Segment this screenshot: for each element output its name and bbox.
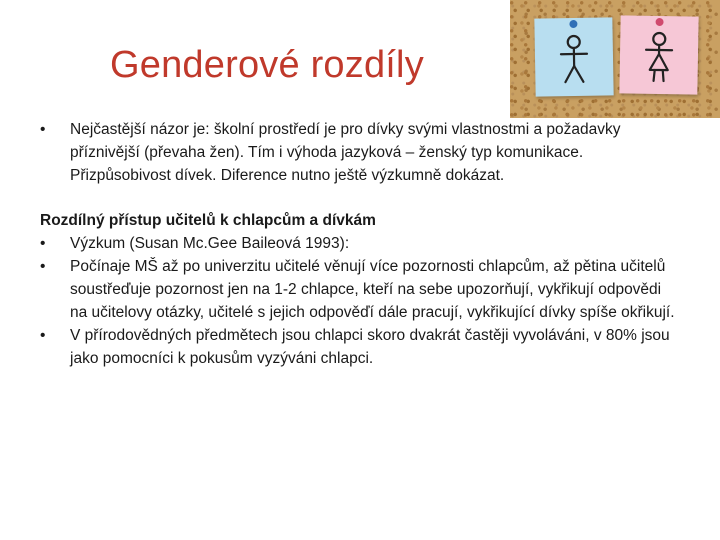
- list-item: • V přírodovědných předmětech jsou chlapci skoro dvakrát častěji vyvoláváni, v 80% jsou jako pomocníci k pokusům vyzýváni chlapci.: [40, 324, 680, 370]
- red-pin-icon: [656, 18, 664, 26]
- slide-title: Genderové rozdíly: [110, 44, 424, 86]
- section-heading: Rozdílný přístup učitelů k chlapcům a dívkám: [40, 212, 376, 229]
- blue-pin-icon: [569, 20, 577, 28]
- female-figure-icon: [637, 28, 680, 85]
- list-item: • Výzkum (Susan Mc.Gee Baileová 1993):: [40, 232, 680, 255]
- list-item: • Počínaje MŠ až po univerzitu učitelé věnují více pozornosti chlapcům, až pětina učitelů soustřeďuje pozornost jen na 1-2 chlapce, kteří na sebe upozorňují, vykřikují odpovědi na učitelovy otázky, učitelé s jejich odpověďí dále pracují, vykřikující dívky spíše okřikují.: [40, 255, 680, 324]
- blue-sticky-note: [534, 17, 613, 96]
- intro-bullet: • Nejčastější názor je: školní prostředí je pro dívky svými vlastnostmi a požadavky příznivější (převaha žen). Tím i výhoda jazyková – ženský typ komunikace. Přizpůsobivost dívek. Diference nutno ještě výzkumně dokázat.: [40, 118, 680, 187]
- male-figure-icon: [553, 30, 596, 87]
- corkboard-image: [510, 0, 720, 118]
- pink-sticky-note: [619, 15, 698, 94]
- slide-body: [40, 118, 680, 370]
